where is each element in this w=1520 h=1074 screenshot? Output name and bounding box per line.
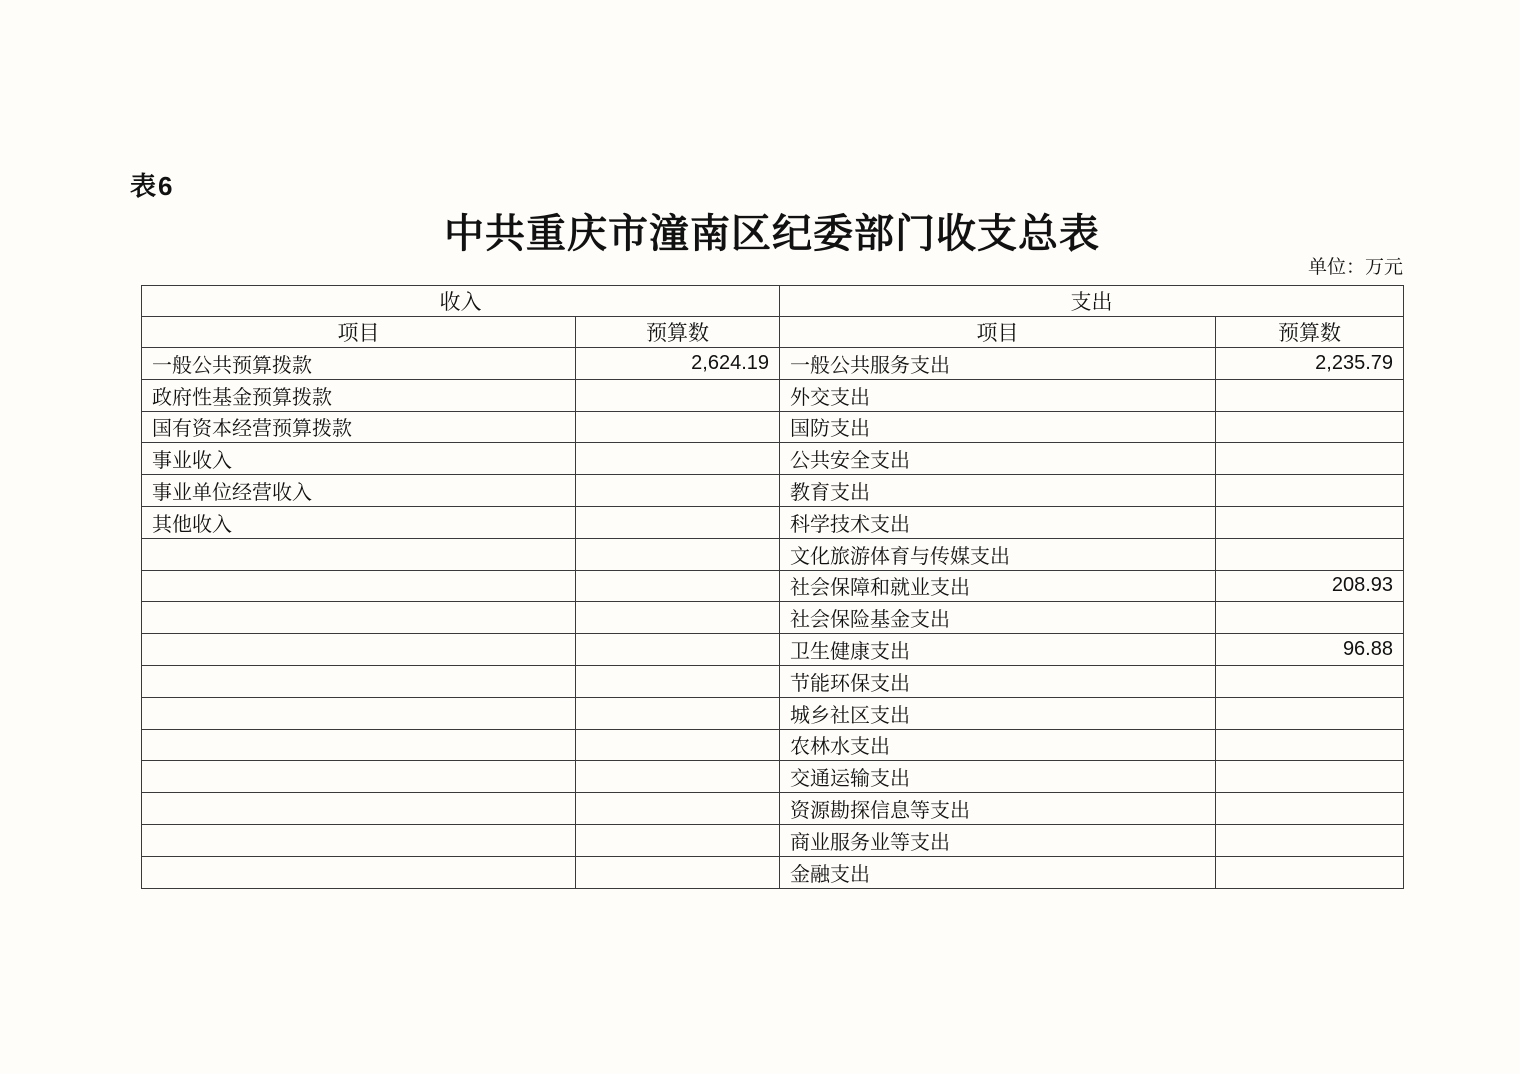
table-row (142, 379, 1404, 411)
expense-item-cell: 社会保险基金支出 (780, 602, 1216, 634)
expense-value-cell (1216, 443, 1404, 475)
page-title: 中共重庆市潼南区纪委部门收支总表 (444, 212, 1100, 256)
income-value-cell (576, 793, 780, 825)
expense-value-cell (1216, 729, 1404, 761)
table-row (142, 570, 1404, 602)
expense-item-cell: 卫生健康支出 (780, 634, 1216, 666)
income-value-cell (576, 570, 780, 602)
table-body (142, 348, 1404, 889)
income-value-cell (576, 443, 780, 475)
income-item-cell: 事业收入 (142, 443, 576, 475)
table-row (142, 602, 1404, 634)
budget-summary-table (141, 285, 1404, 889)
income-value-cell (576, 538, 780, 570)
expense-item-cell: 教育支出 (780, 475, 1216, 507)
unit-label: 单位：万元 (1307, 257, 1403, 278)
income-value-cell (576, 761, 780, 793)
income-value-cell (576, 475, 780, 507)
table-row (142, 665, 1404, 697)
expense-item-cell: 资源勘探信息等支出 (780, 793, 1216, 825)
income-section-header: 收入 (142, 286, 780, 317)
income-item-cell (142, 697, 576, 729)
table-row (142, 824, 1404, 856)
income-value-cell (576, 379, 780, 411)
expense-value-cell (1216, 602, 1404, 634)
table-row (142, 729, 1404, 761)
income-item-cell: 一般公共预算拨款 (142, 348, 576, 380)
income-item-cell (142, 602, 576, 634)
income-item-cell (142, 729, 576, 761)
income-item-cell (142, 634, 576, 666)
expense-item-cell: 城乡社区支出 (780, 697, 1216, 729)
table-row (142, 348, 1404, 380)
expense-item-cell: 一般公共服务支出 (780, 348, 1216, 380)
income-item-cell (142, 665, 576, 697)
income-item-cell (142, 761, 576, 793)
income-value-cell (576, 729, 780, 761)
table-row (142, 697, 1404, 729)
expense-item-cell: 农林水支出 (780, 729, 1216, 761)
income-value-cell (576, 602, 780, 634)
expense-value-cell (1216, 665, 1404, 697)
expense-value-cell (1216, 761, 1404, 793)
expense-value-cell (1216, 793, 1404, 825)
income-value-cell (576, 697, 780, 729)
income-value-cell (576, 665, 780, 697)
table-row (142, 793, 1404, 825)
expense-item-cell: 公共安全支出 (780, 443, 1216, 475)
expense-item-cell: 外交支出 (780, 379, 1216, 411)
income-budget-column-header: 预算数 (576, 317, 780, 348)
expense-value-cell (1216, 379, 1404, 411)
expense-value-cell: 96.88 (1216, 634, 1404, 666)
table-row (142, 856, 1404, 888)
expense-budget-column-header: 预算数 (1216, 317, 1404, 348)
table-row (142, 761, 1404, 793)
income-item-cell (142, 538, 576, 570)
income-item-cell: 其他收入 (142, 506, 576, 538)
expense-value-cell (1216, 411, 1404, 443)
income-value-cell: 2,624.19 (576, 348, 780, 380)
income-value-cell (576, 824, 780, 856)
expense-item-cell: 科学技术支出 (780, 506, 1216, 538)
expense-item-column-header: 项目 (780, 317, 1216, 348)
income-item-cell: 事业单位经营收入 (142, 475, 576, 507)
expense-value-cell (1216, 506, 1404, 538)
table-number-label: 表6 (130, 171, 175, 201)
expense-value-cell (1216, 538, 1404, 570)
expense-value-cell (1216, 824, 1404, 856)
table-row (142, 443, 1404, 475)
table-row (142, 538, 1404, 570)
expense-value-cell: 208.93 (1216, 570, 1404, 602)
expense-value-cell (1216, 697, 1404, 729)
income-item-cell (142, 824, 576, 856)
income-item-cell (142, 570, 576, 602)
income-value-cell (576, 856, 780, 888)
income-item-cell (142, 856, 576, 888)
table-row (142, 411, 1404, 443)
expense-value-cell: 2,235.79 (1216, 348, 1404, 380)
income-value-cell (576, 411, 780, 443)
expense-value-cell (1216, 856, 1404, 888)
expense-item-cell: 商业服务业等支出 (780, 824, 1216, 856)
income-item-cell: 政府性基金预算拨款 (142, 379, 576, 411)
table-header (142, 286, 1404, 348)
income-item-cell (142, 793, 576, 825)
expense-item-cell: 国防支出 (780, 411, 1216, 443)
table-row (142, 506, 1404, 538)
income-value-cell (576, 506, 780, 538)
expense-item-cell: 节能环保支出 (780, 665, 1216, 697)
income-item-cell: 国有资本经营预算拨款 (142, 411, 576, 443)
income-item-column-header: 项目 (142, 317, 576, 348)
expense-item-cell: 金融支出 (780, 856, 1216, 888)
section-header-row (142, 286, 1404, 317)
expense-item-cell: 文化旅游体育与传媒支出 (780, 538, 1216, 570)
expense-item-cell: 交通运输支出 (780, 761, 1216, 793)
table-row (142, 475, 1404, 507)
income-value-cell (576, 634, 780, 666)
expense-item-cell: 社会保障和就业支出 (780, 570, 1216, 602)
table-row (142, 634, 1404, 666)
expense-section-header: 支出 (780, 286, 1404, 317)
column-header-row (142, 317, 1404, 348)
expense-value-cell (1216, 475, 1404, 507)
